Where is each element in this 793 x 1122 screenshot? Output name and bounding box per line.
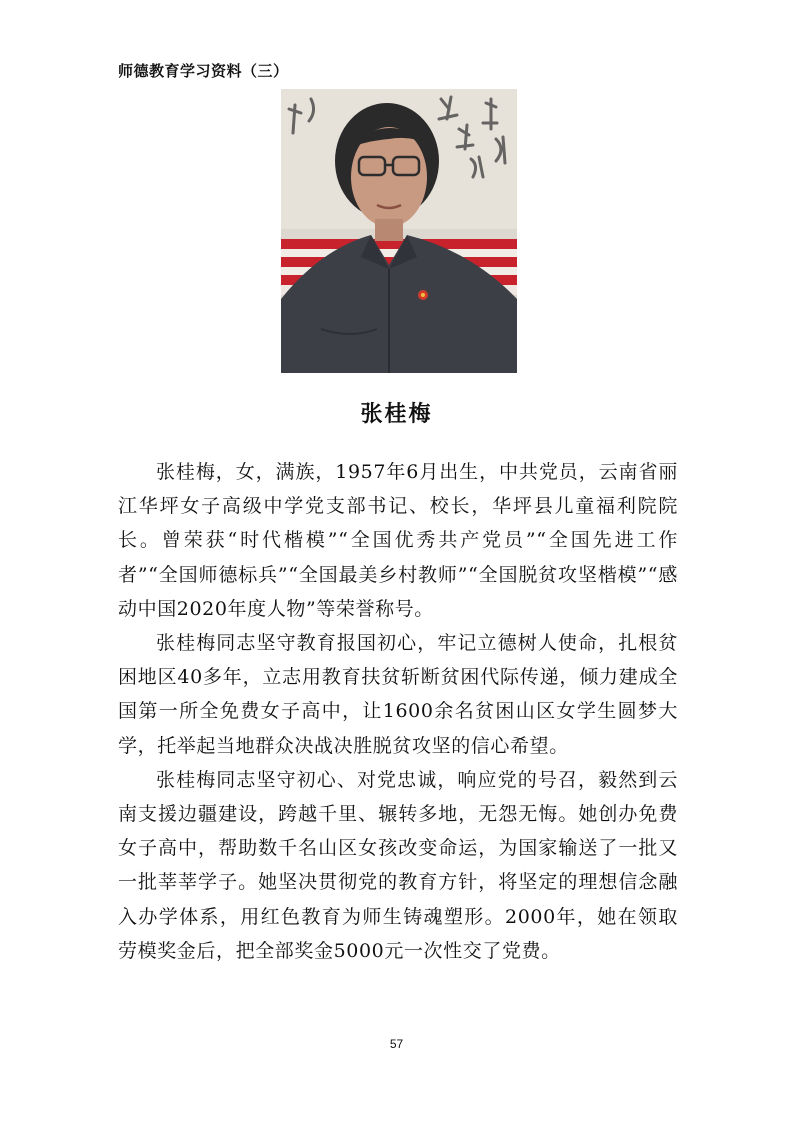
article-body (118, 455, 678, 968)
page-number: 57 (389, 1037, 404, 1051)
article-title: 张桂梅 (360, 402, 433, 427)
portrait-photo (281, 89, 517, 373)
running-header: 师德教育学习资料（三） (118, 62, 289, 80)
paragraph: 张桂梅，女，满族，1957年6月出生，中共党员，云南省丽江华坪女子高级中学党支部书记、校长，华坪县儿童福利院院长。曾荣获“时代楷模”“全国优秀共产党员”“全国先进工作者”“全国师德标兵”“全国最美乡村教师”“全国脱贫攻坚楷模”“感动中国2020年度人物”等荣誉称号。 (118, 461, 678, 620)
portrait-image (281, 89, 517, 373)
paragraph: 张桂梅同志坚守教育报国初心，牢记立德树人使命，扎根贫困地区40多年，立志用教育扶贫斩断贫困代际传递，倾力建成全国第一所全免费女子高中，让1600余名贫困山区女学生圆梦大学，托举起当地群众决战决胜脱贫攻坚的信心希望。 (118, 632, 678, 757)
paragraph: 张桂梅同志坚守初心、对党忠诚，响应党的号召，毅然到云南支援边疆建设，跨越千里、辗转多地，无怨无悔。她创办免费女子高中，帮助数千名山区女孩改变命运，为国家输送了一批又一批莘莘学子。她坚决贯彻党的教育方针，将坚定的理想信念融入办学体系，用红色教育为师生铸魂塑形。2000年，她在领取劳模奖金后，把全部奖金5000元一次性交了党费。 (118, 768, 678, 962)
